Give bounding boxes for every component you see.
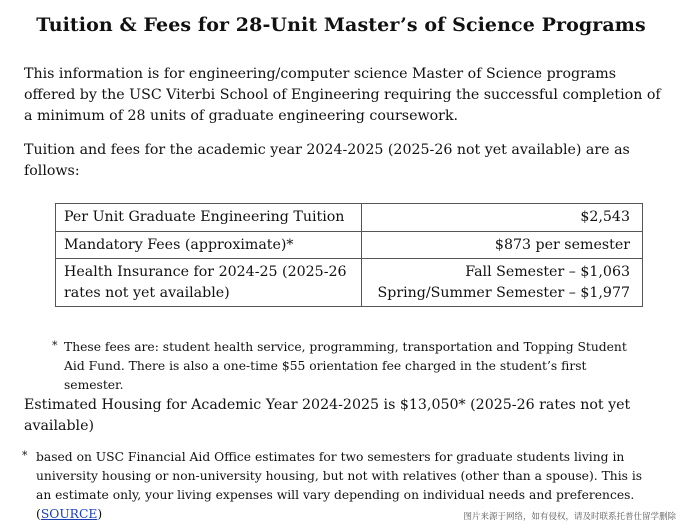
housing-footnote-text: based on USC Financial Aid Office estimates for two semesters for graduate students living in university housing or non-university housing, but not with relatives (other than a spouse). This is an estimate only, your living expenses will vary depending on individual needs and preferences. bbox=[36, 450, 643, 502]
footnote-marker: * bbox=[52, 339, 58, 352]
table-row bbox=[56, 204, 643, 232]
intro-paragraph: This information is for engineering/computer science Master of Science programs offered by the USC Viterbi School of Engineering requiring the successful completion of a minimum of 28 units of graduate engineering coursework. bbox=[24, 66, 661, 124]
table-row bbox=[56, 259, 643, 307]
fee-label: Per Unit Graduate Engineering Tuition bbox=[56, 204, 362, 232]
fee-label: Mandatory Fees (approximate)* bbox=[56, 231, 362, 259]
fee-footnote-text: These fees are: student health service, programming, transportation and Topping Student Aid Fund. There is also a one-time $55 orientation fee charged in the student’s first semester. bbox=[64, 340, 627, 392]
fee-label: Health Insurance for 2024-25 (2025-26 rates not yet available) bbox=[56, 259, 362, 307]
footnote-marker: * bbox=[22, 449, 28, 462]
fee-value bbox=[362, 259, 643, 307]
watermark-text: 图片来源于网络，如有侵权，请及时联系托普仕留学删除 bbox=[463, 512, 676, 522]
source-link-open: ( bbox=[36, 507, 41, 521]
housing-estimate: Estimated Housing for Academic Year 2024-2025 is $13,050* (2025-26 rates not yet available) bbox=[24, 397, 631, 434]
source-link-close: ) bbox=[97, 507, 103, 521]
fee-value: $2,543 bbox=[362, 204, 643, 232]
fees-table bbox=[55, 203, 643, 307]
tuition-intro-paragraph: Tuition and fees for the academic year 2024-2025 (2025-26 not yet available) are as follows: bbox=[24, 142, 630, 179]
fall-semester-value: Fall Semester – $1,063 bbox=[465, 264, 630, 280]
spring-summer-semester-value: Spring/Summer Semester – $1,977 bbox=[377, 284, 630, 301]
fee-value: $873 per semester bbox=[362, 231, 643, 259]
source-link[interactable]: SOURCE bbox=[40, 507, 98, 521]
table-row bbox=[56, 231, 643, 259]
page-title: Tuition & Fees for 28-Unit Master’s of Science Programs bbox=[36, 14, 646, 36]
